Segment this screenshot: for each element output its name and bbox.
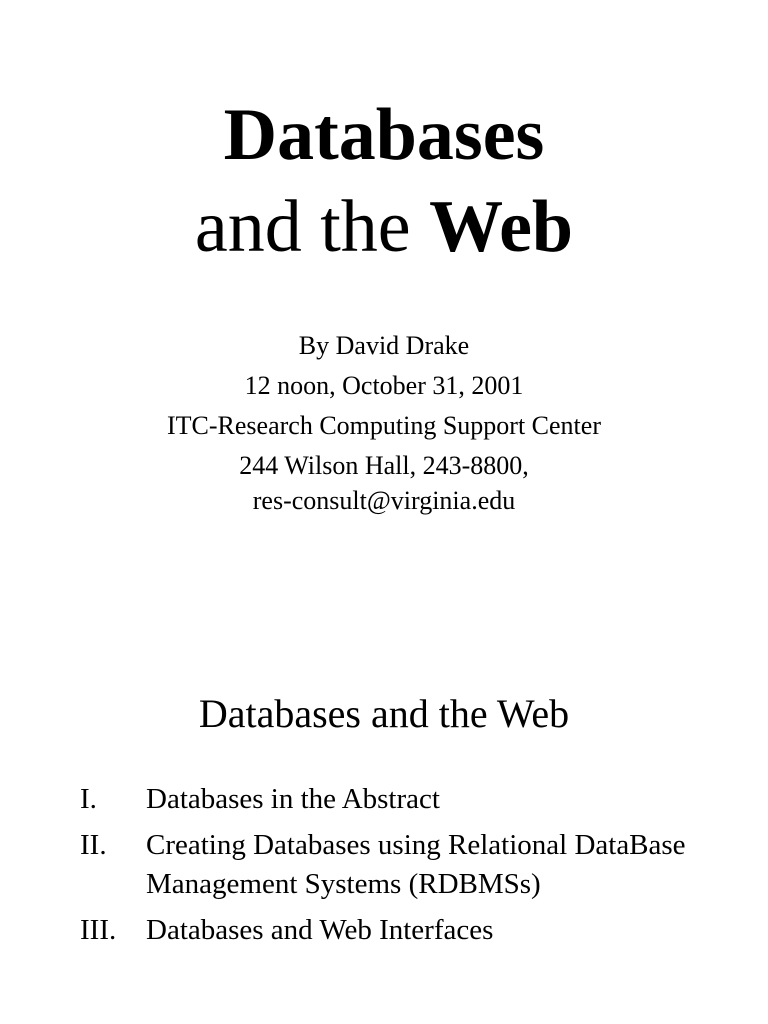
list-item-text: Creating Databases using Relational DataBase Management Systems (RDBMSs) xyxy=(146,829,686,900)
document-title-line2 xyxy=(0,178,768,276)
center-line: ITC-Research Computing Support Center xyxy=(167,411,601,440)
list-item-number: I. xyxy=(80,783,97,815)
list-item-text: Databases in the Abstract xyxy=(146,783,440,815)
list-item-text: Databases and Web Interfaces xyxy=(146,914,494,946)
address-line: 244 Wilson Hall, 243-8800, xyxy=(239,451,529,480)
author-line: By David Drake xyxy=(298,331,470,360)
date-line: 12 noon, October 31, 2001 xyxy=(244,371,524,400)
email-line: res-consult@virginia.edu xyxy=(252,486,516,515)
outline-list xyxy=(80,780,700,957)
title-prefix: and the xyxy=(194,186,430,268)
list-item-number: II. xyxy=(80,829,107,861)
list-item xyxy=(80,826,700,904)
document-title: Databases xyxy=(223,94,545,176)
list-item xyxy=(80,911,700,950)
list-item xyxy=(80,780,700,819)
byline-block xyxy=(0,326,768,516)
title-block xyxy=(0,92,768,276)
title-bold-word: Web xyxy=(429,186,574,268)
section-title: Databases and the Web xyxy=(198,691,570,736)
list-item-number: III. xyxy=(80,914,117,946)
